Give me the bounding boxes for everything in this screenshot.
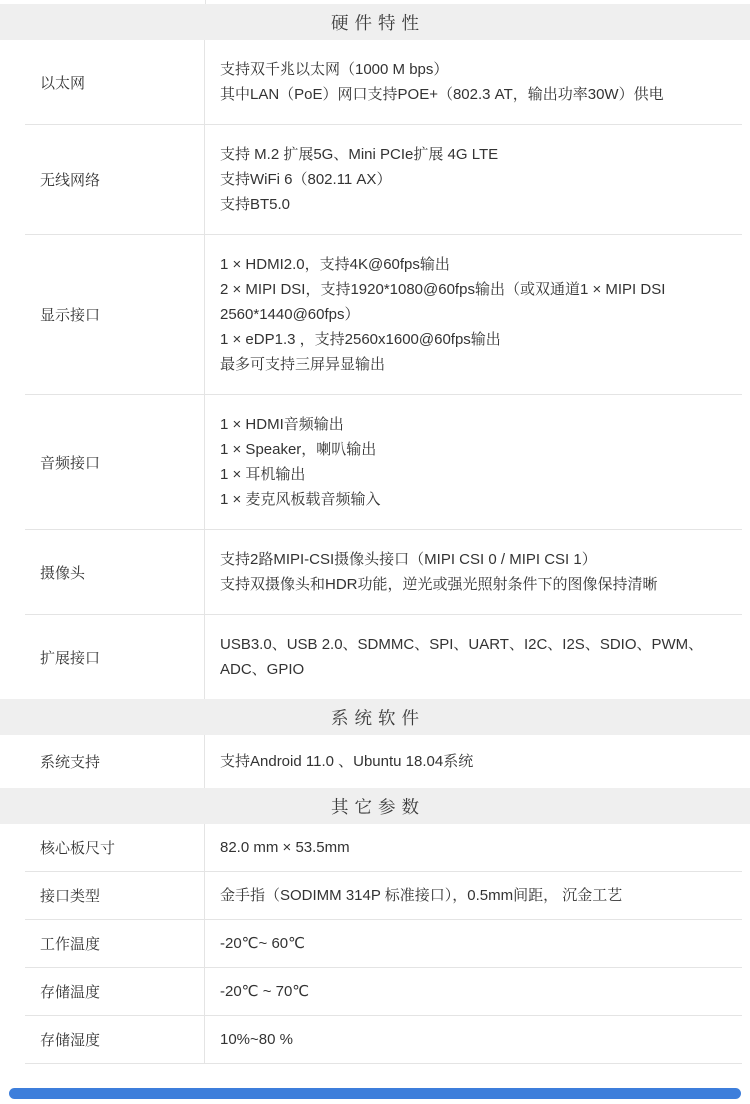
spec-label: 摄像头 (0, 530, 205, 614)
spec-row (0, 615, 750, 699)
spec-value (205, 824, 750, 871)
spec-label: 无线网络 (0, 125, 205, 234)
spec-value-line: 金手指（SODIMM 314P 标准接口），0.5mm间距， 沉金工艺 (220, 887, 623, 904)
spec-row (0, 395, 750, 529)
spec-label: 系统支持 (0, 735, 205, 788)
spec-row (0, 125, 750, 234)
spec-value-line: 最多可支持三屏异显输出 (220, 356, 386, 373)
spec-row (0, 735, 750, 788)
section-1 (0, 699, 750, 788)
spec-label: 音频接口 (0, 395, 205, 529)
spec-value-line: 支持双千兆以太网（1000 M bps） (220, 61, 449, 78)
spec-label: 显示接口 (0, 235, 205, 394)
spec-label: 工作温度 (0, 920, 205, 967)
spec-value (205, 395, 750, 529)
spec-value (205, 920, 750, 967)
section-title: 系统软件 (0, 699, 750, 735)
spec-row (0, 872, 750, 919)
spec-value-line: 1 × 耳机输出 (220, 466, 306, 483)
spec-value (205, 872, 750, 919)
spec-value-line: 2560*1440@60fps） (220, 306, 360, 323)
row-divider (25, 1063, 742, 1064)
spec-value-line: -20℃~ 60℃ (220, 935, 305, 952)
spec-value (205, 968, 750, 1015)
spec-value-line: 2 × MIPI DSI，支持1920*1080@60fps输出（或双通道1 × MIPI DSI (220, 281, 666, 298)
spec-value-line: 支持2路MIPI-CSI摄像头接口（MIPI CSI 0 / MIPI CSI 1） (220, 551, 597, 568)
section-title: 硬件特性 (0, 4, 750, 40)
spec-sheet (0, 4, 750, 1064)
top-margin-strip (0, 0, 750, 4)
spec-row (0, 530, 750, 614)
spec-value (205, 615, 750, 699)
spec-value-line: 82.0 mm × 53.5mm (220, 839, 350, 856)
spec-value-line: USB3.0、USB 2.0、SDMMC、SPI、UART、I2C、I2S、SDIO、PWM、ADC、GPIO (220, 636, 704, 678)
spec-label: 核心板尺寸 (0, 824, 205, 871)
spec-value (205, 235, 750, 394)
spec-value-line: 支持BT5.0 (220, 196, 291, 213)
spec-value-line: 1 × HDMI音频输出 (220, 416, 344, 433)
section-title: 其它参数 (0, 788, 750, 824)
spec-value (205, 125, 750, 234)
spec-label: 接口类型 (0, 872, 205, 919)
section-0 (0, 4, 750, 699)
spec-row (0, 968, 750, 1015)
spec-row (0, 40, 750, 124)
spec-row (0, 920, 750, 967)
spec-label: 以太网 (0, 40, 205, 124)
spec-value-line: 支持双摄像头和HDR功能，逆光或强光照射条件下的图像保持清晰 (220, 576, 658, 593)
spec-value-line: 支持Android 11.0 、Ubuntu 18.04系统 (220, 753, 474, 770)
spec-value-line: 1 × HDMI2.0，支持4K@60fps输出 (220, 256, 450, 273)
spec-label: 存储湿度 (0, 1016, 205, 1063)
spec-row (0, 235, 750, 394)
section-2 (0, 788, 750, 1064)
spec-value-line: 1 × 麦克风板载音频输入 (220, 491, 381, 508)
spec-value-line: 10%~80 % (220, 1031, 293, 1048)
spec-value-line: 支持WiFi 6（802.11 AX） (220, 171, 392, 188)
spec-value-line: 其中LAN（PoE）网口支持POE+（802.3 AT，输出功率30W）供电 (220, 86, 664, 103)
spec-row (0, 1016, 750, 1063)
spec-row (0, 824, 750, 871)
spec-value-line: 支持 M.2 扩展5G、Mini PCIe扩展 4G LTE (220, 146, 499, 163)
spec-value-line: -20℃ ~ 70℃ (220, 983, 310, 1000)
spec-value (205, 530, 750, 614)
spec-value-line: 1 × eDP1.3 ，支持2560x1600@60fps输出 (220, 331, 501, 348)
spec-value-line: 1 × Speaker，喇叭输出 (220, 441, 377, 458)
spec-value (205, 735, 750, 788)
spec-value (205, 40, 750, 124)
bottom-accent-bar (9, 1088, 741, 1099)
spec-label: 扩展接口 (0, 615, 205, 699)
spec-label: 存储温度 (0, 968, 205, 1015)
spec-value (205, 1016, 750, 1063)
